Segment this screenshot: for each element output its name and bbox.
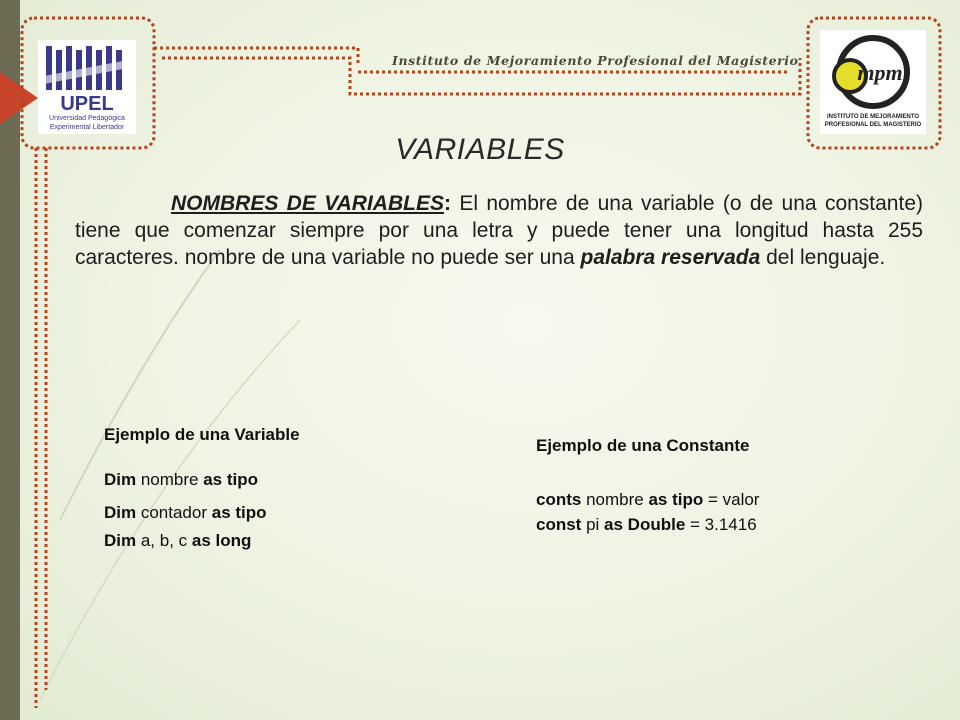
impm-emblem-icon — [820, 30, 926, 134]
paragraph-heading: NOMBRES DE VARIABLES — [171, 192, 444, 215]
variable-names-paragraph: NOMBRES DE VARIABLES: El nombre de una variable (o de una constante) tiene que comenzar siempre por una letra y puede tener una longitud hasta 255 caracteres. nombre de una variable no puede ser una palabra reservada del lenguaje. — [75, 192, 923, 269]
constant-example-heading: Ejemplo de una Constante — [536, 436, 750, 455]
variable-example-block — [104, 425, 364, 565]
upel-logo — [38, 40, 136, 134]
code-line: Dim nombre as tipo — [104, 470, 259, 489]
impm-logo — [820, 30, 926, 134]
svg-text:Universidad Pedagógica: Universidad Pedagógica — [49, 115, 125, 122]
code-line: Dim contador as tipo — [104, 503, 267, 522]
svg-text:INSTITUTO DE MEJORAMIENTO: INSTITUTO DE MEJORAMIENTO — [826, 114, 920, 120]
reserved-word-term: palabra reservada — [580, 246, 761, 269]
slide-title: VARIABLES — [395, 133, 565, 166]
upel-text: UPEL — [60, 93, 114, 115]
paragraph-text: El nombre de una variable (o de una constante) tiene que comenzar siempre por una letra y puede tener una longitud hasta 255 caracteres. nombre de una variable no puede ser una — [75, 192, 923, 269]
mpm-monogram: mpm — [857, 60, 903, 85]
code-line: Dim a, b, c as long — [104, 531, 252, 550]
upel-emblem-icon — [38, 40, 136, 134]
svg-text:PROFESIONAL DEL MAGISTERIO: PROFESIONAL DEL MAGISTERIO — [824, 122, 922, 128]
constant-example-block — [536, 436, 866, 556]
institute-header: Instituto de Mejoramiento Profesional del Magisterio — [392, 53, 799, 68]
variable-example-heading: Ejemplo de una Variable — [104, 425, 300, 444]
svg-text:Experimental Libertador: Experimental Libertador — [49, 124, 125, 131]
code-line: conts nombre as tipo = valor — [536, 490, 760, 509]
red-arrow-marker — [0, 72, 38, 124]
code-line: const pi as Double = 3.1416 — [536, 515, 757, 534]
